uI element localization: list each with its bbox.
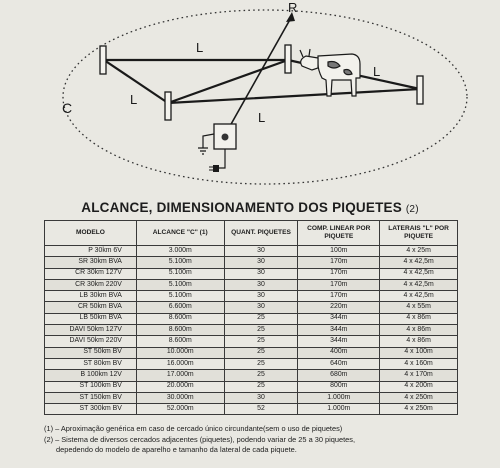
- cell-linear: 344m: [298, 325, 380, 336]
- cell-qty: 30: [224, 392, 298, 403]
- cell-range: 5.100m: [136, 291, 224, 302]
- cell-linear: 1.000m: [298, 404, 380, 415]
- cell-range: 20.000m: [136, 381, 224, 392]
- table-row: [45, 291, 458, 302]
- page-title: [0, 200, 500, 215]
- cell-lateral: 4 x 42,5m: [380, 268, 458, 279]
- cell-linear: 640m: [298, 358, 380, 369]
- range-table: [44, 220, 458, 415]
- cell-model: ST 50km BV: [45, 347, 137, 358]
- footnote-2-continued: depedendo do modelo de aparelho e tamanho da lateral de cada piquete.: [56, 445, 297, 454]
- cell-linear: 344m: [298, 336, 380, 347]
- cell-lateral: 4 x 42,5m: [380, 279, 458, 290]
- table-row: [45, 257, 458, 268]
- table-row: [45, 279, 458, 290]
- footnotes: [44, 424, 484, 456]
- cell-linear: 400m: [298, 347, 380, 358]
- cell-linear: 220m: [298, 302, 380, 313]
- cell-range: 52.000m: [136, 404, 224, 415]
- cell-range: 10.000m: [136, 347, 224, 358]
- cell-linear: 800m: [298, 381, 380, 392]
- cell-model: ST 150km BV: [45, 392, 137, 403]
- cell-model: DAVI 50km 127V: [45, 325, 137, 336]
- cell-lateral: 4 x 250m: [380, 404, 458, 415]
- table-row: [45, 404, 458, 415]
- cell-model: DAVI 50km 220V: [45, 336, 137, 347]
- cell-lateral: 4 x 160m: [380, 358, 458, 369]
- cell-qty: 52: [224, 404, 298, 415]
- cell-qty: 25: [224, 336, 298, 347]
- cell-range: 17.000m: [136, 370, 224, 381]
- cell-qty: 25: [224, 358, 298, 369]
- cell-lateral: 4 x 170m: [380, 370, 458, 381]
- footnote-1: (1) – Aproximação genérica em caso de cercado único circundante(sem o uso de piquetes): [44, 424, 343, 433]
- cell-model: ST 100km BV: [45, 381, 137, 392]
- cell-model: B 100km 12V: [45, 370, 137, 381]
- cell-qty: 30: [224, 257, 298, 268]
- fence-diagram: [0, 0, 500, 200]
- cell-lateral: 4 x 86m: [380, 325, 458, 336]
- cell-lateral: 4 x 42,5m: [380, 257, 458, 268]
- cell-linear: 170m: [298, 291, 380, 302]
- cell-qty: 30: [224, 291, 298, 302]
- cell-qty: 25: [224, 313, 298, 324]
- footnote-2: (2) – Sistema de diversos cercados adjacentes (piquetes), podendo variar de 25 a 30 piquetes,: [44, 434, 356, 444]
- table-header-row: [45, 221, 458, 246]
- cell-qty: 30: [224, 302, 298, 313]
- table-row: [45, 336, 458, 347]
- cell-qty: 30: [224, 246, 298, 257]
- header-linear: COMP. LINEAR POR PIQUETE: [298, 221, 380, 246]
- cell-lateral: 4 x 42,5m: [380, 291, 458, 302]
- cell-range: 8.600m: [136, 313, 224, 324]
- cell-lateral: 4 x 25m: [380, 246, 458, 257]
- cell-lateral: 4 x 55m: [380, 302, 458, 313]
- cell-range: 30.000m: [136, 392, 224, 403]
- cell-linear: 170m: [298, 257, 380, 268]
- cell-range: 6.600m: [136, 302, 224, 313]
- cell-lateral: 4 x 200m: [380, 381, 458, 392]
- cell-linear: 100m: [298, 246, 380, 257]
- table-row: [45, 268, 458, 279]
- table-row: [45, 246, 458, 257]
- cell-range: 5.100m: [136, 268, 224, 279]
- table-row: [45, 392, 458, 403]
- table-row: [45, 302, 458, 313]
- cell-linear: 170m: [298, 279, 380, 290]
- cell-qty: 30: [224, 279, 298, 290]
- lateral-label-bottom: L: [258, 110, 266, 125]
- fence-posts: [100, 45, 423, 120]
- energizer-icon: [198, 124, 236, 172]
- cell-lateral: 4 x 86m: [380, 313, 458, 324]
- cell-linear: 680m: [298, 370, 380, 381]
- return-label: R: [288, 0, 298, 15]
- lateral-label-right: L: [373, 64, 381, 79]
- table-row: [45, 370, 458, 381]
- table-row: [45, 347, 458, 358]
- cell-lateral: 4 x 250m: [380, 392, 458, 403]
- title-text: ALCANCE, DIMENSIONAMENTO DOS PIQUETES: [81, 200, 402, 215]
- cell-qty: 25: [224, 381, 298, 392]
- cell-range: 5.100m: [136, 257, 224, 268]
- cell-range: 8.600m: [136, 325, 224, 336]
- cell-lateral: 4 x 100m: [380, 347, 458, 358]
- header-qty: QUANT. PIQUETES: [224, 221, 298, 246]
- fence-post: [285, 45, 291, 73]
- cell-qty: 30: [224, 268, 298, 279]
- cell-model: LB 50km BVA: [45, 313, 137, 324]
- header-model: MODELO: [45, 221, 137, 246]
- circle-label: C: [62, 100, 73, 116]
- header-range: ALCANCE "C" (1): [136, 221, 224, 246]
- cell-qty: 25: [224, 370, 298, 381]
- header-lateral: LATERAIS "L" POR PIQUETE: [380, 221, 458, 246]
- fence-post: [417, 76, 423, 104]
- cell-lateral: 4 x 86m: [380, 336, 458, 347]
- cell-range: 5.100m: [136, 279, 224, 290]
- cell-model: LB 30km BVA: [45, 291, 137, 302]
- title-ref: (2): [405, 204, 419, 215]
- table-row: [45, 325, 458, 336]
- cell-linear: 1.000m: [298, 392, 380, 403]
- lateral-label-top: L: [196, 40, 204, 55]
- lateral-label-left: L: [130, 92, 138, 107]
- cell-model: CR 30km 220V: [45, 279, 137, 290]
- cell-range: 3.000m: [136, 246, 224, 257]
- cell-range: 8.600m: [136, 336, 224, 347]
- cell-model: CR 30km 127V: [45, 268, 137, 279]
- cell-qty: 25: [224, 325, 298, 336]
- table-row: [45, 358, 458, 369]
- table-row: [45, 381, 458, 392]
- cell-model: CR 50km BVA: [45, 302, 137, 313]
- fence-post: [165, 92, 171, 120]
- cell-model: ST 300km BV: [45, 404, 137, 415]
- table-row: [45, 313, 458, 324]
- cell-model: SR 30km BVA: [45, 257, 137, 268]
- cell-range: 16.000m: [136, 358, 224, 369]
- cell-model: ST 80km BV: [45, 358, 137, 369]
- fence-post: [100, 46, 106, 74]
- cell-linear: 344m: [298, 313, 380, 324]
- cow-icon: [300, 49, 360, 96]
- cell-linear: 170m: [298, 268, 380, 279]
- cell-qty: 25: [224, 347, 298, 358]
- cell-model: P 30km 6V: [45, 246, 137, 257]
